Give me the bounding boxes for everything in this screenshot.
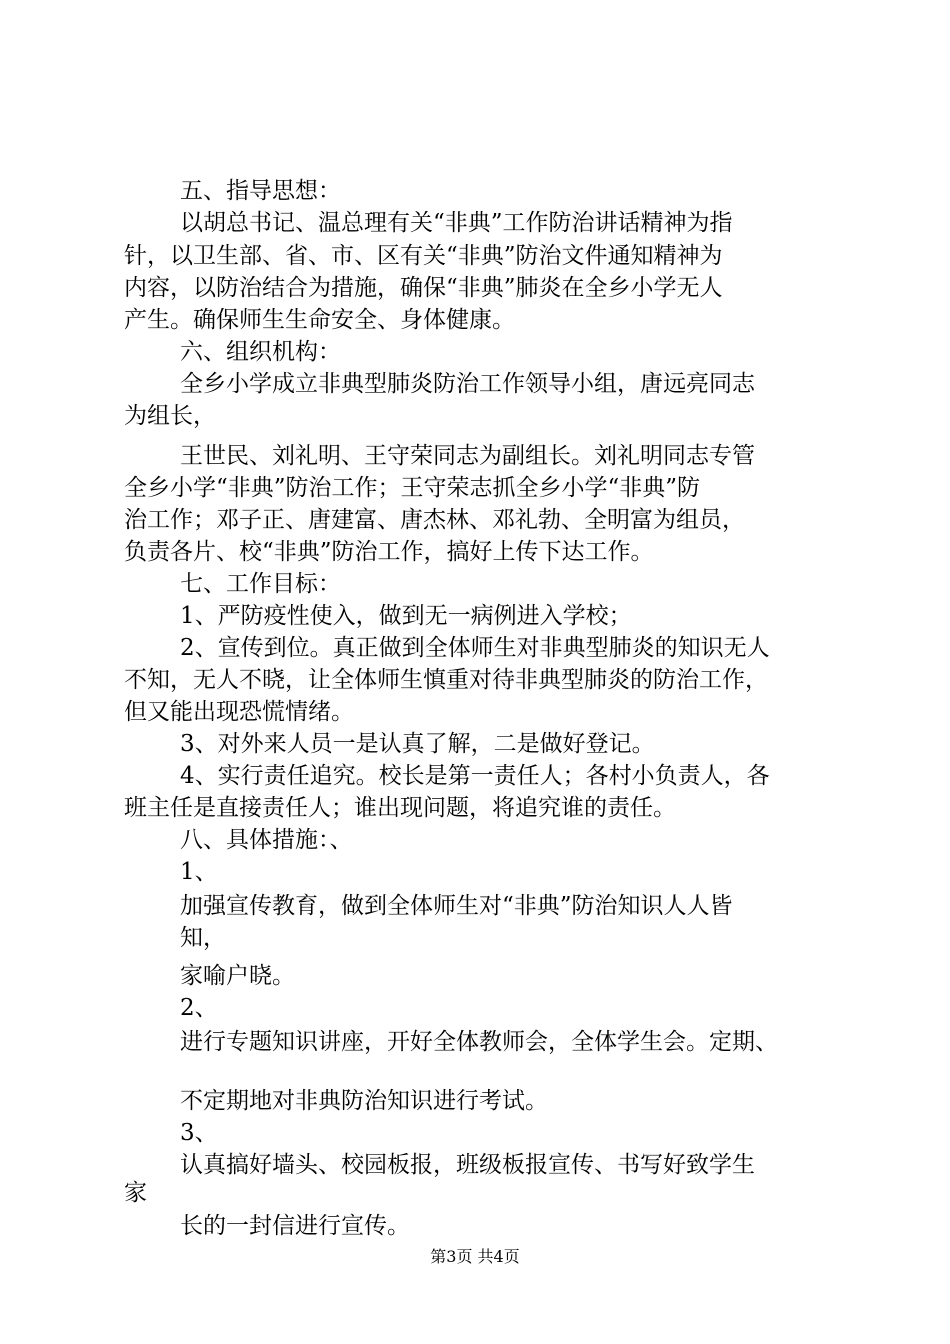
- text-line: 以胡总书记、温总理有关“非典”工作防治讲话精神为指: [180, 210, 733, 236]
- text-line: 家喻户晓。: [180, 963, 295, 989]
- text-line: 八、具体措施：、: [180, 827, 353, 853]
- text-line: 产生。确保师生生命安全、身体健康。: [124, 307, 515, 333]
- text-line: 负责各片、校“非典”防治工作，搞好上传下达工作。: [124, 539, 654, 565]
- text-line: 2、宣传到位。真正做到全体师生对非典型肺炎的知识无人: [180, 635, 770, 661]
- text-line: 六、组织机构：: [180, 339, 341, 365]
- text-line: 加强宣传教育，做到全体师生对“非典”防治知识人人皆: [180, 893, 733, 919]
- text-line: 3、对外来人员一是认真了解，二是做好登记。: [180, 731, 655, 757]
- text-line: 治工作；邓子正、唐建富、唐杰林、邓礼勃、全明富为组员，: [124, 507, 745, 533]
- text-line: 内容，以防治结合为措施，确保“非典”肺炎在全乡小学无人: [124, 275, 723, 301]
- text-line: 知，: [180, 925, 226, 951]
- text-line: 不定期地对非典防治知识进行考试。: [180, 1088, 548, 1114]
- text-line: 长的一封信进行宣传。: [180, 1213, 410, 1239]
- text-line: 认真搞好墙头、校园板报，班级板报宣传、书写好致学生: [180, 1152, 755, 1178]
- text-line: 但又能出现恐慌情绪。: [124, 699, 354, 725]
- page-number-footer: 第3页 共4页: [430, 1247, 520, 1266]
- text-line: 2、: [180, 995, 218, 1021]
- text-line: 王世民、刘礼明、王守荣同志为副组长。刘礼明同志专管: [180, 443, 755, 469]
- text-line: 针，以卫生部、省、市、区有关“非典”防治文件通知精神为: [124, 243, 723, 269]
- text-line: 全乡小学“非典”防治工作；王守荣志抓全乡小学“非典”防: [124, 475, 701, 501]
- text-line: 1、严防疫性使入，做到无一病例进入学校；: [180, 603, 632, 629]
- text-line: 为组长，: [124, 403, 216, 429]
- text-line: 班主任是直接责任人；谁出现问题，将追究谁的责任。: [124, 795, 676, 821]
- text-line: 七、工作目标：: [180, 571, 341, 597]
- text-line: 家: [124, 1180, 147, 1206]
- text-line: 五、指导思想：: [180, 178, 341, 204]
- text-line: 不知，无人不晓，让全体师生慎重对待非典型肺炎的防治工作，: [124, 667, 768, 693]
- text-line: 1、: [180, 859, 218, 885]
- text-line: 3、: [180, 1120, 218, 1146]
- text-line: 进行专题知识讲座，开好全体教师会，全体学生会。定期、: [180, 1029, 778, 1055]
- text-line: 全乡小学成立非典型肺炎防治工作领导小组，唐远亮同志: [180, 371, 755, 397]
- text-line: 4、实行责任追究。校长是第一责任人；各村小负责人，各: [180, 763, 770, 789]
